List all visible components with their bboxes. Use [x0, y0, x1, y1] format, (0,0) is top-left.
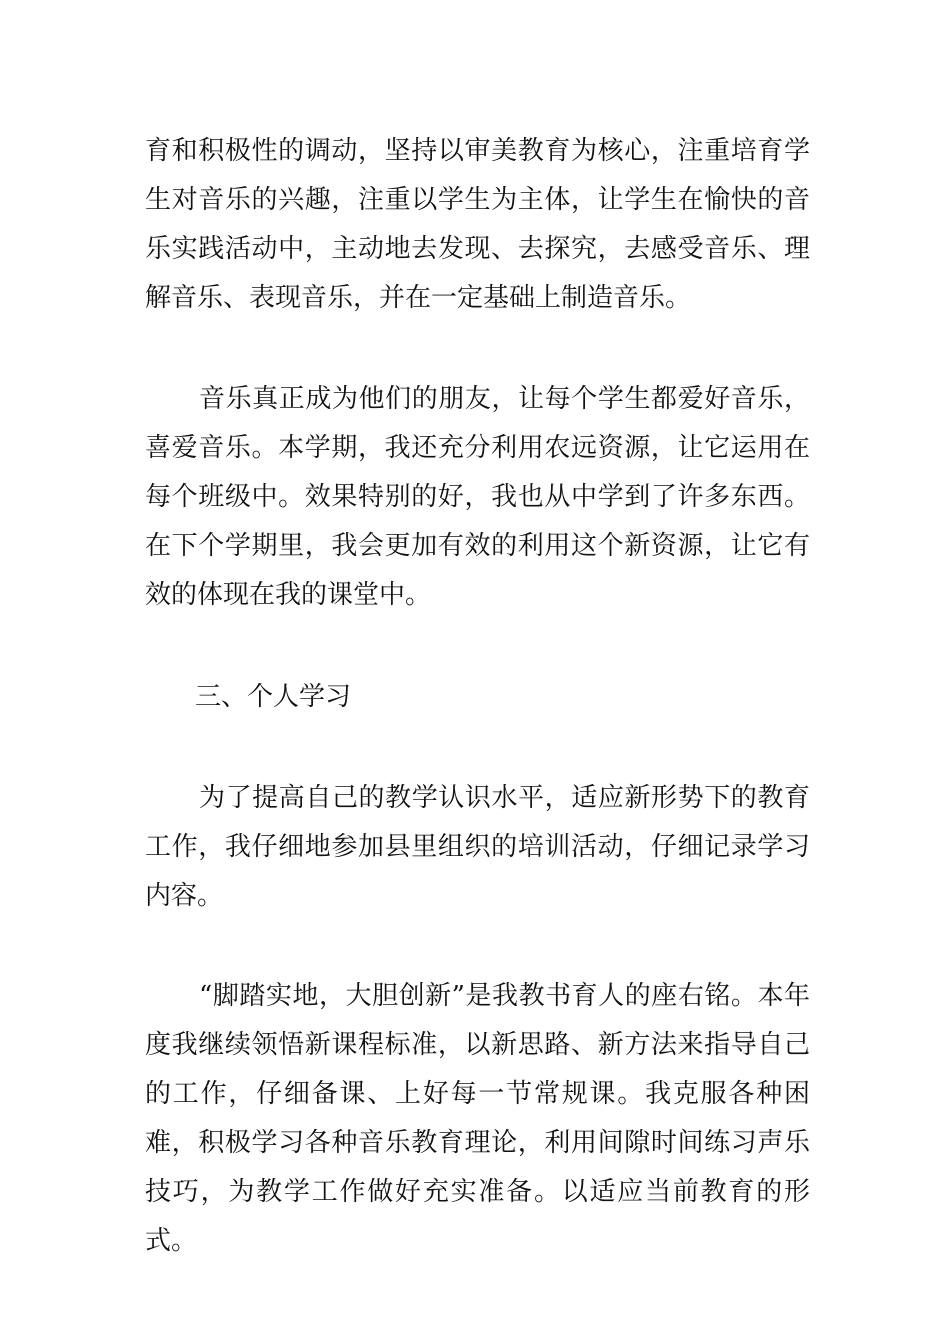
paragraph-3: 为了提高自己的教学认识水平，适应新形势下的教育工作，我仔细地参加县里组织的培训活动，仔细记录学习内容。: [145, 783, 810, 911]
section-heading-3: 三、个人学习: [195, 682, 352, 712]
paragraph-1: 育和积极性的调动，坚持以审美教育为核心，注重培育学生对音乐的兴趣，注重以学生为主体，让学生在愉快的音乐实践活动中，主动地去发现、去探究，去感受音乐、理解音乐、表现音乐，并在一定基础上制造音乐。: [145, 136, 810, 313]
paragraph-2: 音乐真正成为他们的朋友，让每个学生都爱好音乐，喜爱音乐。本学期，我还充分利用农远资源，让它运用在每个班级中。效果特别的好，我也从中学到了许多东西。在下个学期里，我会更加有效的利用这个新资源，让它有效的体现在我的课堂中。: [145, 384, 810, 610]
paragraph-4: “脚踏实地，大胆创新”是我教书育人的座右铭。本年度我继续领悟新课程标准，以新思路、新方法来指导自己的工作，仔细备课、上好每一节常规课。我克服各种困难，积极学习各种音乐教育理论，利用间隙时间练习声乐技巧，为教学工作做好充实准备。以适应当前教育的形式。: [145, 981, 810, 1256]
